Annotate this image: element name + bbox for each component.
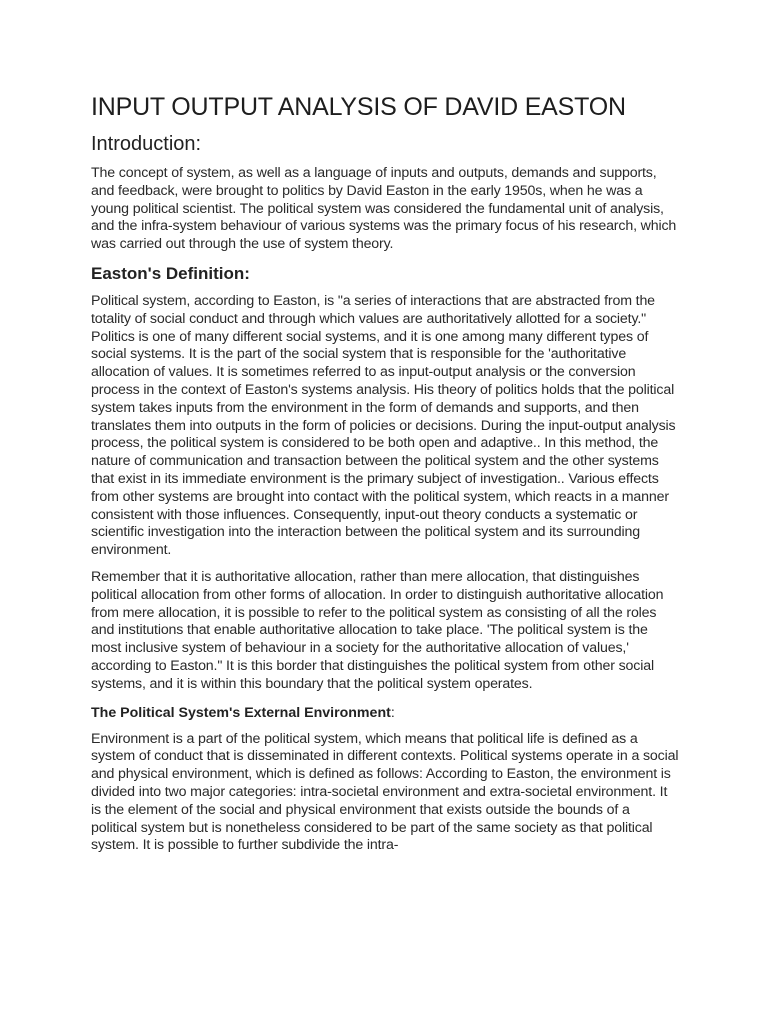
definition-paragraph-2: Remember that it is authoritative allocation, rather than mere allocation, that distinguishes political allocation from other forms of allocation. In order to distinguish authoritative allocation from mere allocation, it is possible to refer to the political system as consisting of all the roles and institutions that enable authoritative allocation to take place. 'The political system is the most inclusive system of behaviour in a society for the authoritative allocation of values,' according to Easton." It is this border that distinguishes the political system from other social systems, and it is within this boundary that the political system operates. [91,568,664,692]
introduction-heading: Introduction: [91,133,202,155]
environment-heading-bold: The Political System's External Environment [91,704,391,721]
environment-heading-suffix: : [390,704,395,721]
environment-paragraph: Environment is a part of the political system, which means that political life is defined as a system of conduct that is disseminated in different contexts. Political systems operate in a social and physical environment, which is defined as follows: According to Easton, the environment is divided into two major categories: intra-societal environment and extra-societal environment. It is the element of the social and physical environment that exists outside the bounds of a political system but is nonetheless considered to be part of the same society as that political system. It is possible to further subdivide the intra- [91,730,679,854]
environment-heading [91,704,679,723]
document-title: INPUT OUTPUT ANALYSIS OF DAVID EASTON [91,93,626,121]
introduction-paragraph: The concept of system, as well as a language of inputs and outputs, demands and supports, and feedback, were brought to politics by David Easton in the early 1950s, when he was a young political scientist. The political system was considered the fundamental unit of analysis, and the infra-system behaviour of various systems was the primary focus of his research, which was carried out through the use of system theory. [91,165,677,253]
definition-heading: Easton's Definition: [91,263,250,283]
definition-paragraph-1: Political system, according to Easton, is "a series of interactions that are abstracted from the totality of social conduct and through which values are authoritatively allotted for a society." Politics is one of many different social systems, and it is one among many different types of social systems. It is the part of the social system that is responsible for the 'authoritative allocation of values. It is sometimes referred to as input-output analysis or the conversion process in the context of Easton's systems analysis. His theory of politics holds that the political system takes inputs from the environment in the form of demands and supports, and then translates them into outputs in the form of policies or decisions. During the input-output analysis process, the political system is considered to be both open and adaptive.. In this method, the nature of communication and transaction between the political system and the other systems that exist in its immediate environment is the primary subject of investigation.. Various effects from other systems are brought into contact with the political system, which reacts in a manner consistent with those influences. Consequently, input-out theory conducts a systematic or scientific investigation into the interaction between the political system and its surrounding environment. [91,292,676,559]
document-body [91,92,679,873]
